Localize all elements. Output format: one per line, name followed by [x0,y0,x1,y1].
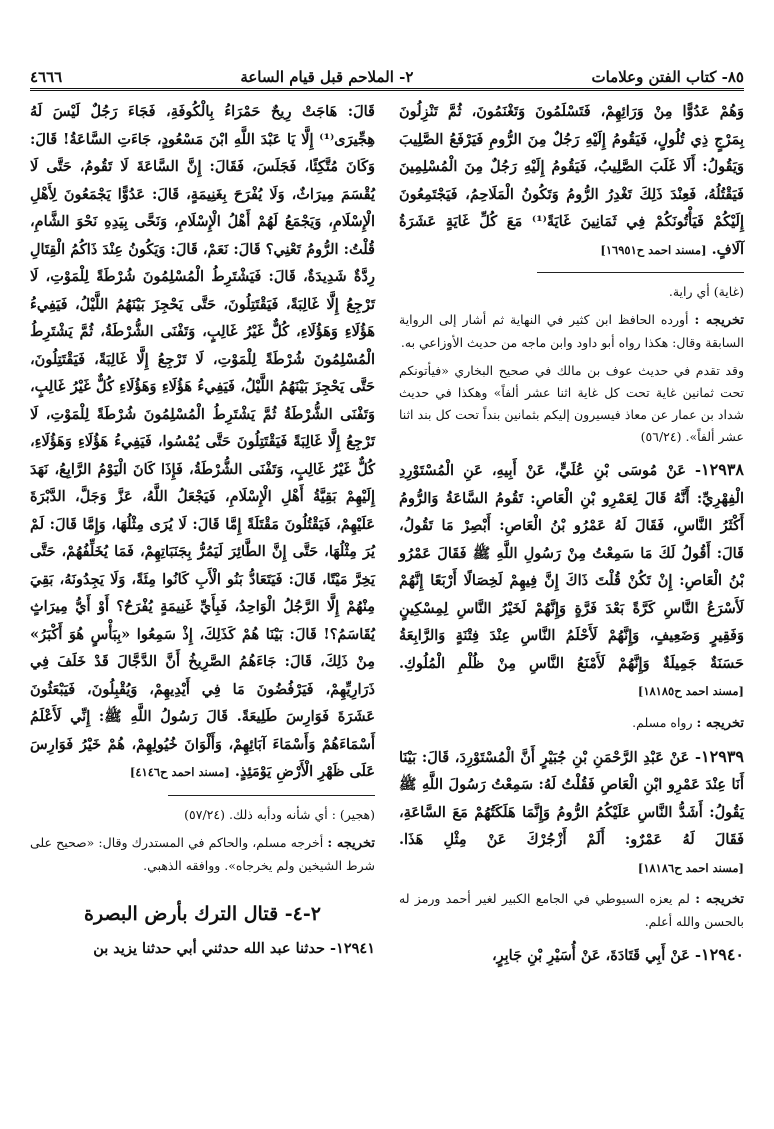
takhrij-note: تخريجه : أخرجه مسلم، والحاكم في المستدرك وقال: «صحيح على شرط الشيخين ولم يخرجاه». ووافقه الذهبي. [30,834,375,873]
takhrij-note: تخريجه : لم يعزه السيوطي في الجامع الكبير لغير أحمد ورمز له بالحسن والله أعلم. [399,891,744,929]
hadith-continuation: وَهُمْ عَدُوًّا مِنْ وَرَائِهِمْ، فَتَسْلَمُونَ وَتَغْنَمُونَ، ثُمَّ تَنْزِلُونَ بِمَرْجٍ ذِي تُلُولٍ، فَيَقُومُ إِلَيْهِ رَجُلٌ مِنَ الرُّومِ فَيَرْفَعُ الصَّلِيبَ وَيَقُولُ: أَلَا غَلَبَ الصَّلِيبُ، فَيَقُومُ إِلَيْهِ رَجُلٌ مِنَ الْمُسْلِمِينَ فَيَقْتُلُهُ، فَعِنْدَ ذَلِكَ تَغْدِرُ الرُّومُ وَتَكُونُ الْمَلَاحِمُ، فَيَجْتَمِعُونَ إِلَيْكُمْ فَيَأْتُونَكُمْ فِي ثَمَانِينَ غَايَةً⁽¹⁾ مَعَ كُلِّ غَايَةٍ عَشَرَةُ آلَافٍ. [مسند احمد ح١٦٩٥١] [399,103,744,258]
hadith-reference: [مسند احمد ح٤١٤٦] [129,765,230,779]
footnote-divider [168,795,375,796]
takhrij-label: تخريجه : [327,835,375,851]
hadith-body: قَالَ: هَاجَتْ رِيحٌ حَمْرَاءُ بِالْكُوفَةِ، فَجَاءَ رَجُلٌ لَيْسَ لَهُ هِجِّيرَى⁽¹⁾ إِلَّا يَا عَبْدَ اللَّهِ ابْنَ مَسْعُودٍ، جَاءَتِ السَّاعَةُ! قَالَ: وَكَانَ مُتَّكِئًا، فَجَلَسَ، فَقَالَ: إِنَّ السَّاعَةَ لَا تَقُومُ، حَتَّى لَا يُقْسَمَ مِيرَاثٌ، وَلَا يُفْرَحَ بِغَنِيمَةٍ، قَالَ: عَدُوًّا يَجْمَعُونَ لِأَهْلِ الْإِسْلَامِ، وَيَجْمَعُ لَهُمْ أَهْلُ الْإِسْلَامِ، وَنَحَّى بِيَدِهِ نَحْوَ الشَّامِ، قُلْتُ: الرُّومُ تَعْنِي؟ قَالَ: نَعَمْ، قَالَ: وَيَكُونُ عِنْدَ ذَاكُمُ الْقِتَالِ رِدَّةٌ شَدِيدَةٌ، قَالَ: فَيَشْتَرِطُ الْمُسْلِمُونَ شُرْطَةً لِلْمَوْتِ، لَا تَرْجِعُ إِلَّا غَالِبَةً، فَيَقْتَتِلُونَ، حَتَّى يَحْجِزَ بَيْنَهُمُ اللَّيْلُ، فَيَفِيءُ هَؤُلَاءِ وَهَؤُلَاءِ، كُلٌّ غَيْرُ غَالِبٍ، وَتَفْنَى الشُّرْطَةُ، ثُمَّ يَشْتَرِطُ الْمُسْلِمُونَ شُرْطَةً لِلْمَوْتِ، لَا تَرْجِعُ إِلَّا غَالِبَةً، فَيَقْتَتِلُونَ، حَتَّى يَحْجِزَ بَيْنَهُمُ اللَّيْلُ، فَيَفِيءُ هَؤُلَاءِ وَهَؤُلَاءِ كُلٌّ غَيْرُ غَالِبٍ، وَتَفْنَى الشُّرْطَةُ ثُمَّ يَشْتَرِطُ الْمُسْلِمُونَ شُرْطَةً لِلْمَوْتِ، لَا تَرْجِعُ إِلَّا غَالِبَةً فَيَقْتَتِلُونَ حَتَّى يُمْسُوا، فَيَفِيءُ هَؤُلَاءِ وَهَؤُلَاءِ، كُلٌّ غَيْرُ غَالِبٍ، وَتَفْنَى الشُّرْطَةُ، فَإِذَا كَانَ الْيَوْمُ الرَّابِعُ، نَهَدَ إِلَيْهِمْ بَقِيَّةُ أَهْلِ الْإِسْلَامِ، فَيَجْعَلُ اللَّهُ، عَزَّ وَجَلَّ، الدَّبْرَةَ عَلَيْهِمْ، فَيَقْتُلُونَ مَقْتَلَةً إِمَّا قَالَ: لَا يُرَى مِثْلُهَا، وَإِمَّا قَالَ: لَمْ يُرَ مِثْلُهَا، حَتَّى إِنَّ الطَّائِرَ لَيَمُرُّ بِجَنَبَاتِهِمْ، فَمَا يُخَلِّفُهُمْ، حَتَّى يَخِرَّ مَيْتًا، قَالَ: فَيَتَعَادُّ بَنُو الْأَبِ كَانُوا مِئَةً، وَلَا يَجِدُونَهُ، بَقِيَ مِنْهُمْ إِلَّا الرَّجُلُ الْوَاحِدُ، فَبِأَيِّ غَنِيمَةٍ يُفْرَحُ؟ أَوْ أَيُّ مِيرَاثٍ يُقَاسَمُ؟! قَالَ: بَيْنَا هُمْ كَذَلِكَ، إِذْ سَمِعُوا «بِبَأْسٍ هُوَ أَكْبَرُ» مِنْ ذَلِكَ، قَالَ: جَاءَهُمُ الصَّرِيخُ أَنَّ الدَّجَّالَ قَدْ خَلَفَ فِي ذَرَارِيِّهِمْ، فَيَرْفُضُونَ مَا فِي أَيْدِيهِمْ، وَيُقْبِلُونَ، فَيَبْعَثُونَ عَشَرَةَ فَوَارِسَ طَلِيعَةً. قَالَ رَسُولُ اللَّهِ ﷺ: إِنِّي لَأَعْلَمُ أَسْمَاءَهُمْ وَأَسْمَاءَ آبَائِهِمْ، وَأَلْوَانَ خُيُولِهِمْ، هُمْ خَيْرُ فَوَارِسَ عَلَى ظَهْرِ الْأَرْضِ يَوْمَئِذٍ. [مسند احمد ح٤١٤٦] [30,103,375,780]
book-title: ٨٥- كتاب الفتن وعلامات [591,68,744,86]
right-column [399,98,744,969]
chapter-title: ٢- الملاحم قبل قيام الساعة [240,68,414,86]
hadith-12941: ١٢٩٤١- حدثنا عبد الله حدثني أبي حدثنا يزيد بن [93,939,375,957]
footnote: (غاية) أي راية. [668,284,744,299]
takhrij-label: تخريجه : [694,313,744,328]
takhrij-label: تخريجه : [696,715,744,731]
footnote: (هجير) : أي شأنه ودأبه ذلك. (٥٧/٢٤) [184,806,375,822]
takhrij-note: تخريجه : أورده الحافظ ابن كثير في النهاية ثم أشار إلى الرواية السابقة وقال: هكذا رواه أبو داود وابن ماجه من حديث الأوزاعي به. [399,312,744,350]
hadith-number: ١٢٩٣٨ [701,460,744,479]
hadith-reference: [مسند احمد ح١٦٩٥١] [600,242,707,257]
takhrij-note: تخريجه : رواه مسلم. [632,714,744,731]
page-header [30,58,744,91]
commentary-note: وقد تقدم في حديث عوف بن مالك في صحيح البخاري «فيأتونكم تحت ثمانين غاية تحت كل غاية اثنا عشر ألفاً» وهكذا في حديث شداد بن عمار عن معاذ فيسيرون إليكم بثمانين بنداً تحت كل بند اثنا عشر ألفاً». (٥٦/٢٤) [399,363,744,444]
hadith-12940: ١٢٩٤٠- عَنْ أَبِي قَتَادَةَ، عَنْ أُسَيْرِ بْنِ جَابِرٍ، [491,945,744,964]
section-title: ٢-٤- قتال الترك بأرض البصرة [84,902,321,925]
left-column [30,98,375,962]
hadith-reference: [مسند احمد ح١٨١٨٥] [637,684,744,698]
hadith-12939: ١٢٩٣٩- عَنْ عَبْدِ الرَّحْمَنِ بْنِ جُبَيْرٍ أَنَّ الْمُسْتَوْرِدَ، قَالَ: بَيْنَا أَنَا عِنْدَ عَمْرِو ابْنِ الْعَاصِ فَقُلْتُ لَهُ: سَمِعْتُ رَسُولَ اللَّهِ ﷺ يَقُولُ: أَشَدُّ النَّاسِ عَلَيْكُمُ الرُّومُ وَإِنَّمَا هَلَكَتُهُمْ مَعَ السَّاعَةِ، فَقَالَ لَهُ عَمْرٌو: أَلَمْ أَزْجُرْكَ عَنْ مِثْلِ هَذَا. [مسند احمد ح١٨١٨٦] [399,746,744,875]
hadith-12938: ١٢٩٣٨- عَنْ مُوسَى بْنِ عُلَيٍّ، عَنْ أَبِيهِ، عَنِ الْمُسْتَوْرِدِ الْفِهْرِيِّ: أَنَّهُ قَالَ لِعَمْرِو بْنِ الْعَاصِ: تَقُومُ السَّاعَةُ وَالرُّومُ أَكْثَرُ النَّاسِ، فَقَالَ لَهُ عَمْرُو بْنُ الْعَاصِ: أَبْصِرْ مَا تَقُولُ، قَالَ: أَقُولُ لَكَ مَا سَمِعْتُ مِنْ رَسُولِ اللَّهِ ﷺ فَقَالَ عَمْرُو بْنُ الْعَاصِ: إِنْ تَكُنْ قُلْتَ ذَاكَ إِنَّ فِيهِمْ لَخِصَالًا أَرْبَعًا إِنَّهُمْ لَأَسْرَعُ النَّاسِ كَرَّةً بَعْدَ فَرَّةٍ وَإِنَّهُمْ لَخَيْرُ النَّاسِ لِمِسْكِينٍ وَفَقِيرٍ وَضَعِيفٍ، وَإِنَّهُمْ لَأَحْلَمُ النَّاسِ عِنْدَ فِتْنَةٍ وَالرَّابِعَةُ حَسَنَةٌ جَمِيلَةٌ وَإِنَّهُمْ لَأَمْنَعُ النَّاسِ مِنْ ظُلْمِ الْمُلُوكِ. [مسند احمد ح١٨١٨٥] [399,460,744,698]
hadith-number: ١٢٩٣٩ [701,746,744,766]
hadith-reference: [مسند احمد ح١٨١٨٦] [637,860,744,875]
takhrij-label: تخريجه : [695,892,744,907]
hadith-number: ١٢٩٤٠ [701,945,744,964]
footnote-divider [537,272,744,273]
page-number: ٤٦٦٦ [30,68,63,86]
